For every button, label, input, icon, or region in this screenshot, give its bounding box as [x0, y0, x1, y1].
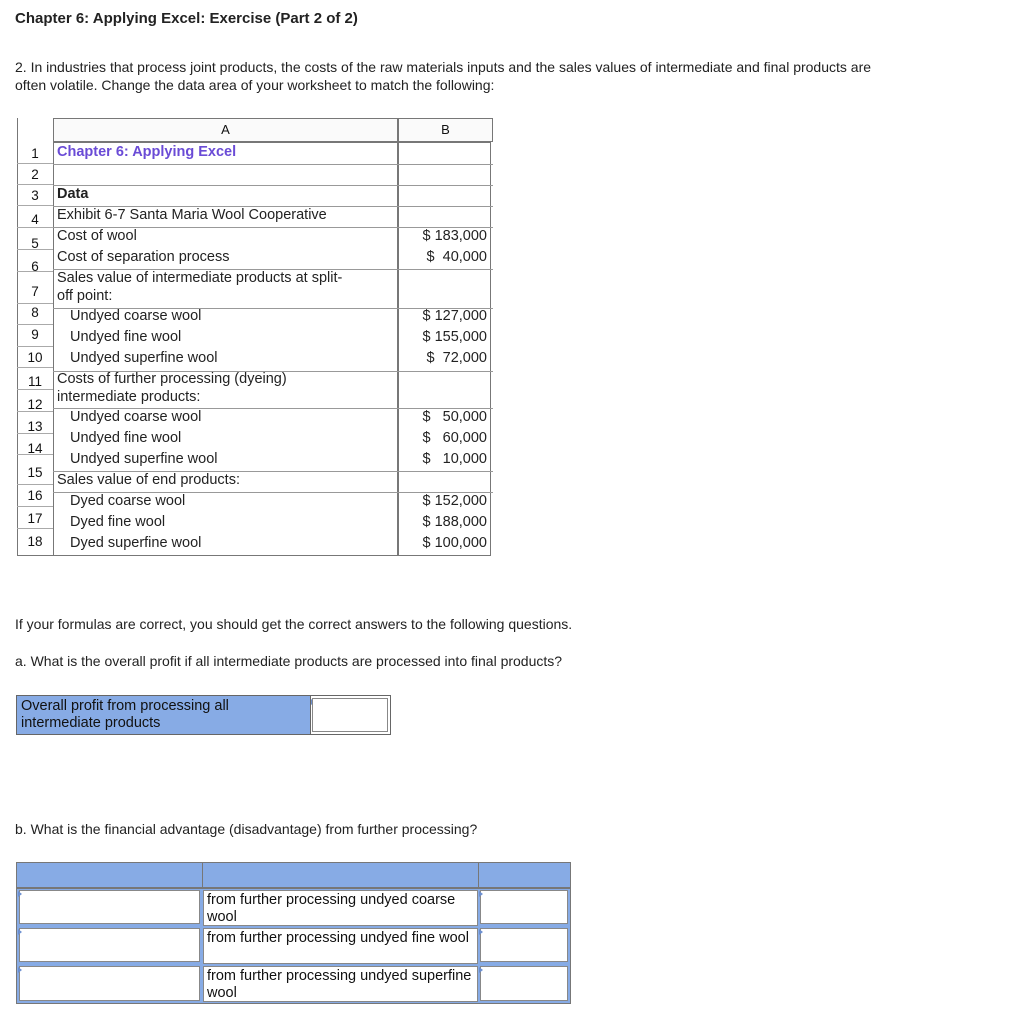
input-marker-icon: [479, 891, 483, 897]
cell-a3: Data: [57, 186, 89, 202]
column-header-a: A: [53, 118, 398, 142]
advantage-disadvantage-select-fine[interactable]: [19, 928, 200, 962]
cell-a18: Dyed superfine wool: [70, 535, 202, 551]
cell-a5: Cost of wool: [57, 228, 137, 244]
input-marker-icon: [18, 967, 22, 973]
question-a: a. What is the overall profit if all intermediate products are processed into final products?: [15, 653, 563, 669]
grid-line: [202, 862, 203, 888]
row-number: 11: [17, 368, 54, 390]
row-number: 5: [17, 228, 54, 250]
row-number: 9: [17, 325, 54, 347]
cell-a7-continued: off point:: [57, 288, 113, 304]
row-number: 15: [17, 455, 54, 485]
input-marker-icon: [479, 967, 483, 973]
cell-b18: $ 100,000: [422, 535, 487, 551]
answer-b-table: [16, 862, 571, 1004]
amount-input-coarse[interactable]: [480, 890, 568, 924]
cell-b9: $ 155,000: [422, 329, 487, 345]
answer-b-label-fine: from further processing undyed fine wool: [203, 928, 478, 964]
row-number: 8: [17, 304, 54, 325]
cell-a11: Costs of further processing (dyeing): [57, 371, 287, 387]
instructions-text: 2. In industries that process joint products, the costs of the raw materials inputs and the sales values of intermediate and final products are often volatile. Change the data area of your worksheet to match the following:: [15, 59, 872, 93]
cell-a15: Undyed superfine wool: [70, 451, 218, 467]
row-number: 14: [17, 434, 54, 455]
row-number: 1: [17, 143, 54, 164]
cell-b10: $ 72,000: [426, 350, 487, 366]
input-marker-icon: [18, 929, 22, 935]
check-text: If your formulas are correct, you should get the correct answers to the following questions.: [15, 616, 573, 632]
cell-a1: Chapter 6: Applying Excel: [57, 144, 237, 160]
cell-a17: Dyed fine wool: [70, 514, 166, 530]
input-marker-icon: [479, 929, 483, 935]
overall-profit-input[interactable]: [312, 698, 388, 732]
cell-a10: Undyed superfine wool: [70, 350, 218, 366]
amount-input-superfine[interactable]: [480, 966, 568, 1001]
cell-b15: $ 10,000: [422, 451, 487, 467]
cell-a6: Cost of separation process: [57, 249, 230, 265]
advantage-disadvantage-select-coarse[interactable]: [19, 890, 200, 924]
answer-b-label-coarse: from further processing undyed coarse wool: [203, 890, 478, 926]
row-number: 12: [17, 390, 54, 412]
cell-b14: $ 60,000: [422, 430, 487, 446]
column-header-b: B: [398, 118, 493, 142]
answer-b-label-superfine: from further processing undyed superfine wool: [203, 966, 478, 1002]
cell-b13: $ 50,000: [422, 409, 487, 425]
answer-a-label: Overall profit from processing all intermediate products: [17, 696, 311, 734]
cell-b6: $ 40,000: [426, 249, 487, 265]
row-number: 17: [17, 507, 54, 529]
cell-a9: Undyed fine wool: [70, 329, 182, 345]
cell-b17: $ 188,000: [422, 514, 487, 530]
input-marker-icon: [18, 891, 22, 897]
row-number: 7: [17, 272, 54, 304]
cell-a16: Dyed coarse wool: [70, 493, 186, 509]
cell-a7: Sales value of intermediate products at split-: [57, 270, 343, 286]
page-title: Chapter 6: Applying Excel: Exercise (Part 2 of 2): [15, 10, 358, 27]
cell-a8: Undyed coarse wool: [70, 308, 202, 324]
cell-b8: $ 127,000: [422, 308, 487, 324]
question-b: b. What is the financial advantage (disadvantage) from further processing?: [15, 821, 478, 837]
row-number: 13: [17, 412, 54, 434]
advantage-disadvantage-select-superfine[interactable]: [19, 966, 200, 1001]
row-number: 4: [17, 206, 54, 228]
row-number: 6: [17, 250, 54, 272]
row-number: 2: [17, 164, 54, 185]
cell-a15-end-products: Sales value of end products:: [57, 472, 240, 488]
answer-b-header: [16, 862, 571, 888]
cell-a4: Exhibit 6-7 Santa Maria Wool Cooperative: [57, 207, 327, 223]
row-number: 10: [17, 347, 54, 368]
grid-line: [53, 164, 493, 165]
cell-b16: $ 152,000: [422, 493, 487, 509]
cell-a13: Undyed coarse wool: [70, 409, 202, 425]
spreadsheet: [17, 118, 493, 556]
grid-line: [478, 862, 479, 888]
row-number: 3: [17, 185, 54, 206]
cell-a12: intermediate products:: [57, 389, 201, 405]
answer-a-row: [16, 695, 391, 735]
cell-a14: Undyed fine wool: [70, 430, 182, 446]
grid-line: [53, 185, 493, 186]
row-number: 16: [17, 485, 54, 507]
amount-input-fine[interactable]: [480, 928, 568, 962]
row-number: 18: [17, 529, 54, 556]
cell-b5: $ 183,000: [422, 228, 487, 244]
